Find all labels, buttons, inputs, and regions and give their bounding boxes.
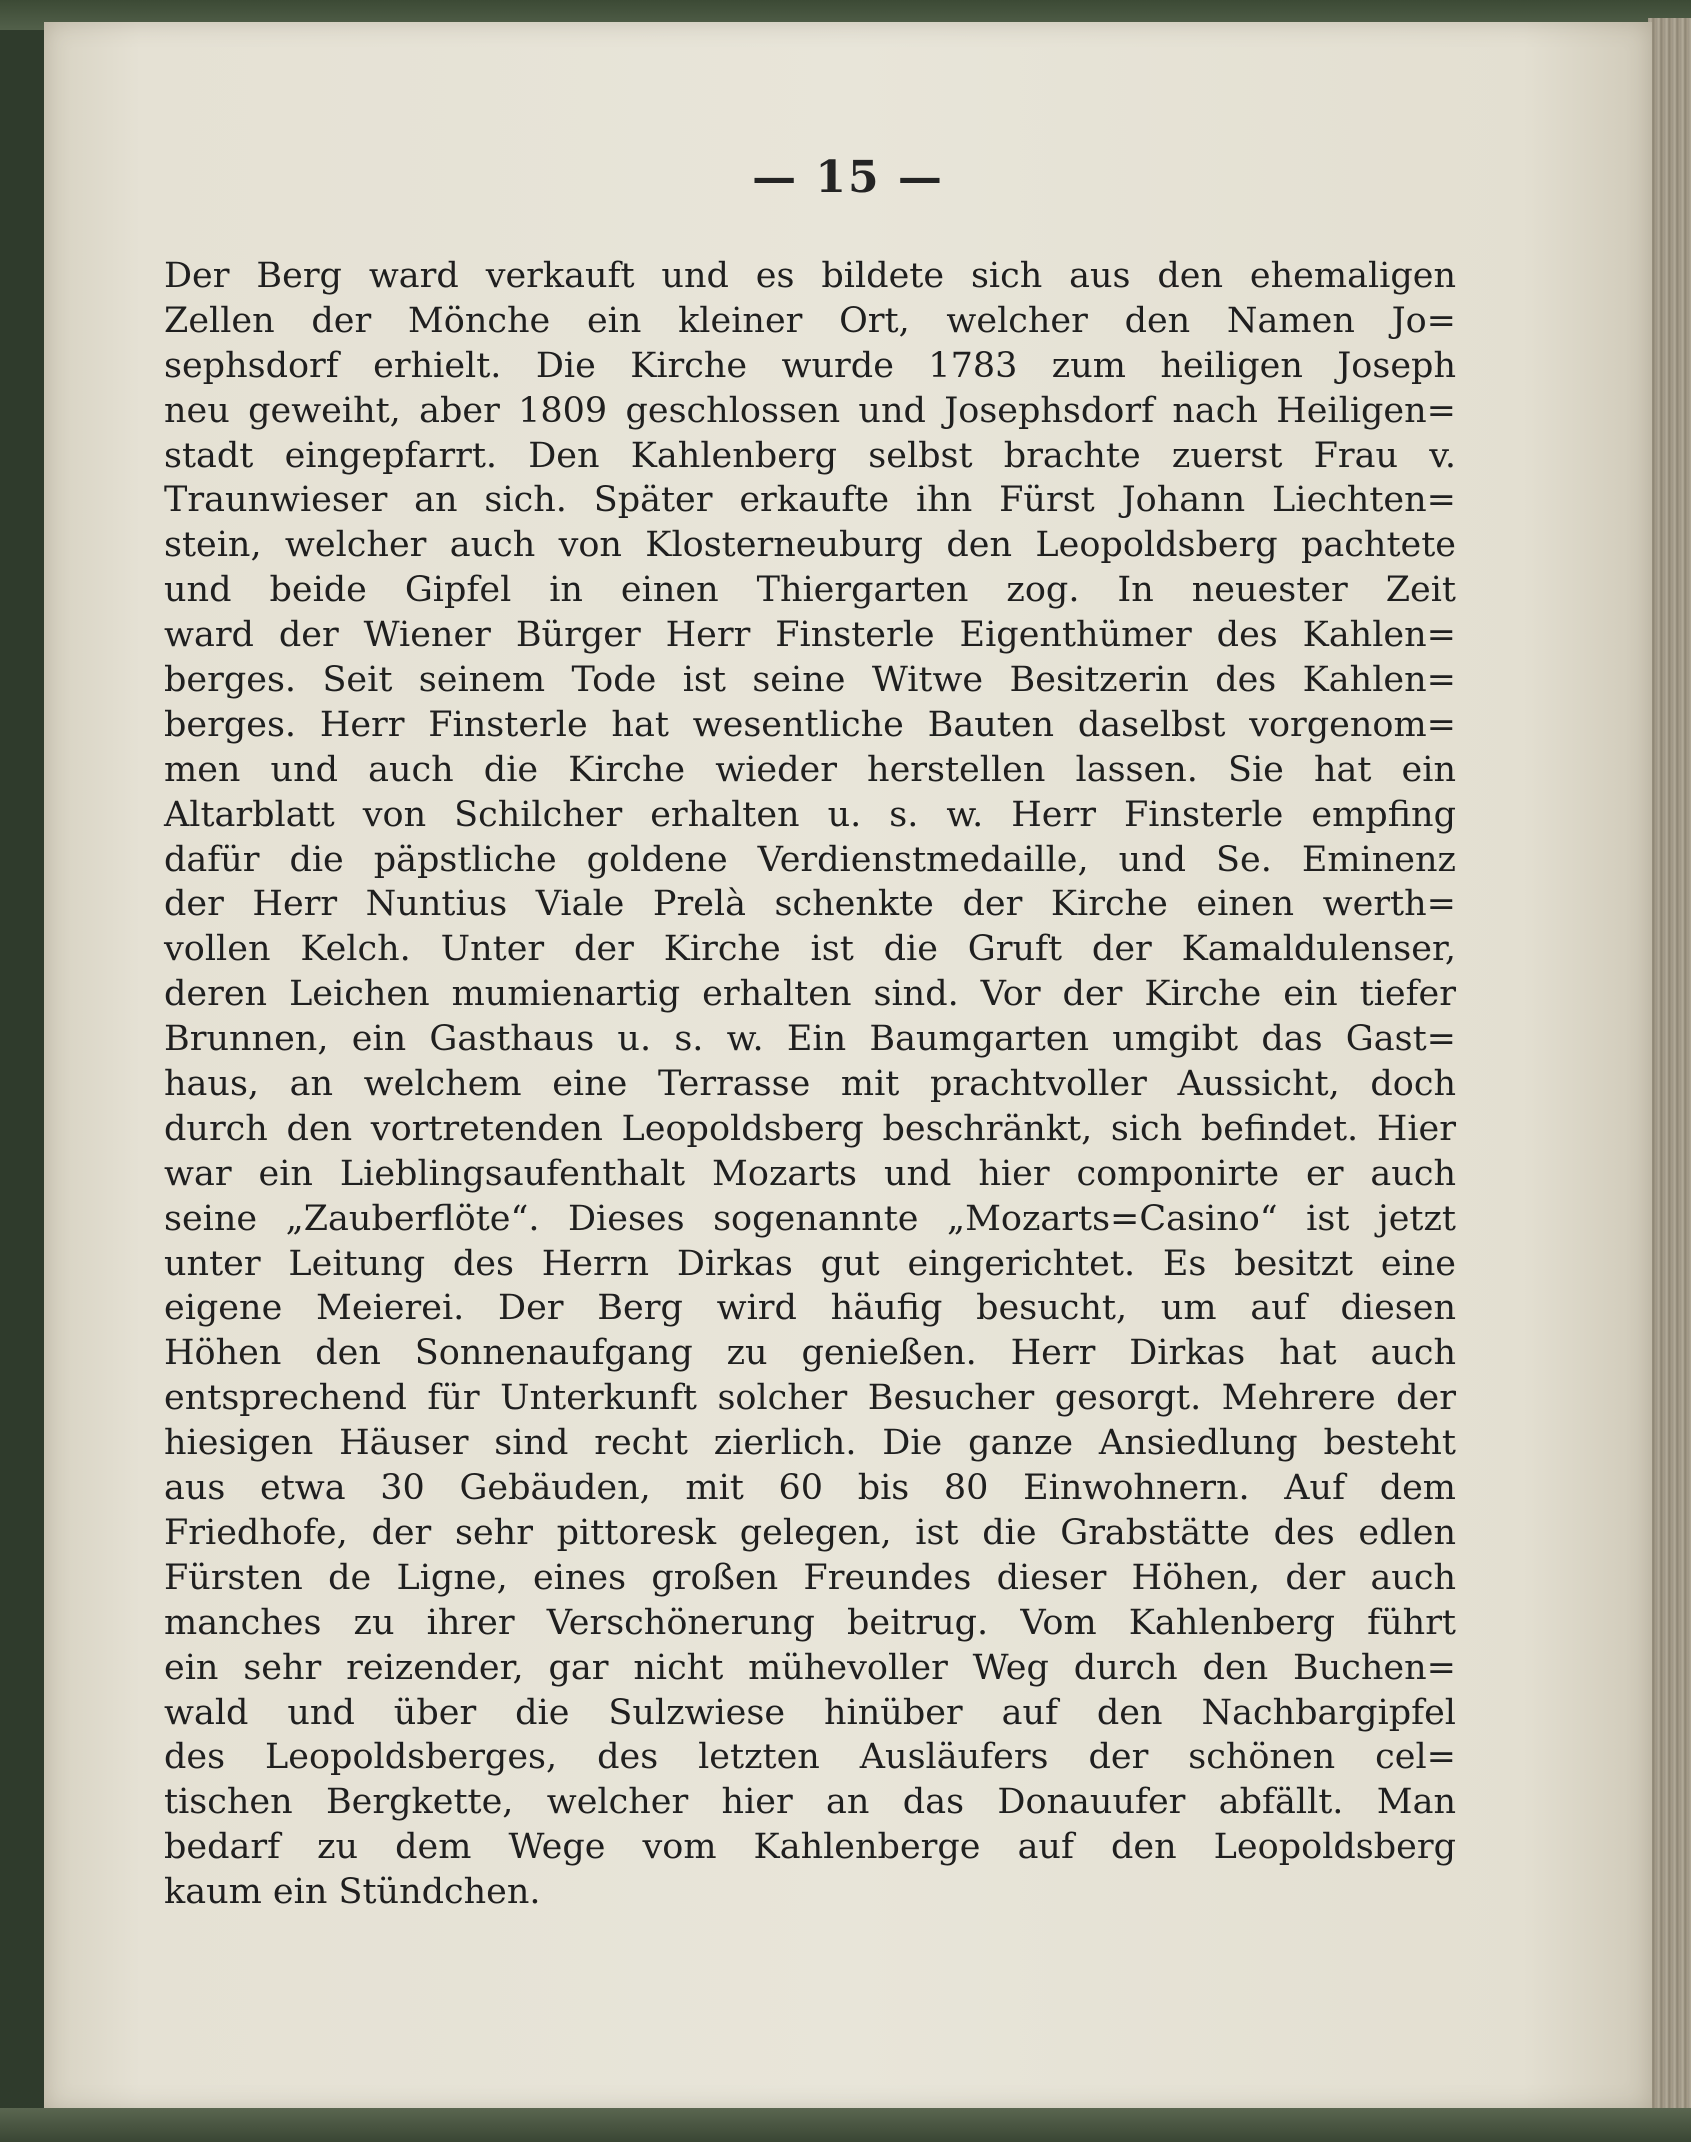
text-line: Traunwieser an sich. Später erkaufte ihn Fürst Johann Liechten= <box>164 480 1456 521</box>
text-line: ein sehr reizender, gar nicht mühevoller Weg durch den Buchen= <box>164 1647 1456 1688</box>
text-line: Fürsten de Ligne, eines großen Freundes dieser Höhen, der auch <box>164 1557 1456 1598</box>
text-line: deren Leichen mumienartig erhalten sind. Vor der Kirche ein tiefer <box>164 974 1456 1015</box>
text-line: war ein Lieblingsaufenthalt Mozarts und hier componirte er auch <box>164 1153 1456 1194</box>
book-cover-bottom <box>0 2108 1691 2142</box>
text-line: durch den vortretenden Leopoldsberg beschränkt, sich befindet. Hier <box>164 1108 1456 1149</box>
text-line: berges. Herr Finsterle hat wesentliche Bauten daselbst vorgenom= <box>164 704 1456 745</box>
text-line: des Leopoldsberges, des letzten Ausläufers der schönen cel= <box>164 1737 1456 1778</box>
text-line: Friedhofe, der sehr pittoresk gelegen, ist die Grabstätte des edlen <box>164 1512 1456 1553</box>
text-line: seine „Zauberflöte“. Dieses sogenannte „Mozarts=Casino“ ist jetzt <box>164 1198 1456 1239</box>
book-page <box>44 22 1652 2110</box>
text-line: wald und über die Sulzwiese hinüber auf den Nachbargipfel <box>164 1692 1456 1733</box>
text-line: entsprechend für Unterkunft solcher Besucher gesorgt. Mehrere der <box>164 1378 1456 1419</box>
text-line: berges. Seit seinem Tode ist seine Witwe Besitzerin des Kahlen= <box>164 660 1456 701</box>
text-line: unter Leitung des Herrn Dirkas gut eingerichtet. Es besitzt eine <box>164 1243 1456 1284</box>
text-line: Der Berg ward verkauft und es bildete sich aus den ehemaligen <box>164 256 1456 296</box>
text-line: stein, welcher auch von Klosterneuburg den Leopoldsberg pachtete <box>164 525 1456 566</box>
text-line: Zellen der Mönche ein kleiner Ort, welcher den Namen Jo= <box>164 300 1456 341</box>
text-line: hiesigen Häuser sind recht zierlich. Die ganze Ansiedlung besteht <box>164 1423 1456 1464</box>
text-line: manches zu ihrer Verschönerung beitrug. Vom Kahlenberg führt <box>164 1602 1456 1643</box>
text-line: sephsdorf erhielt. Die Kirche wurde 1783 zum heiligen Joseph <box>164 345 1456 386</box>
text-line: der Herr Nuntius Viale Prelà schenkte der Kirche einen werth= <box>164 884 1456 925</box>
text-line-last: kaum ein Stündchen. <box>164 1872 541 1913</box>
body-text <box>164 254 1456 1915</box>
text-line: ward der Wiener Bürger Herr Finsterle Eigenthümer des Kahlen= <box>164 615 1456 656</box>
text-line: neu geweiht, aber 1809 geschlossen und Josephsdorf nach Heiligen= <box>164 390 1456 431</box>
text-line: und beide Gipfel in einen Thiergarten zog. In neuester Zeit <box>164 570 1456 611</box>
text-line: men und auch die Kirche wieder herstellen lassen. Sie hat ein <box>164 749 1456 790</box>
text-line: bedarf zu dem Wege vom Kahlenberge auf den Leopoldsberg <box>164 1827 1456 1868</box>
text-line: stadt eingepfarrt. Den Kahlenberg selbst brachte zuerst Frau v. <box>164 435 1456 476</box>
text-line: eigene Meierei. Der Berg wird häufig besucht, um auf diesen <box>164 1288 1456 1329</box>
text-line: Höhen den Sonnenaufgang zu genießen. Herr Dirkas hat auch <box>164 1333 1456 1374</box>
text-line: aus etwa 30 Gebäuden, mit 60 bis 80 Einwohnern. Auf dem <box>164 1468 1456 1509</box>
page-edges <box>1648 18 1691 2113</box>
text-line: vollen Kelch. Unter der Kirche ist die Gruft der Kamaldulenser, <box>164 929 1456 970</box>
text-line: haus, an welchem eine Terrasse mit prachtvoller Aussicht, doch <box>164 1064 1456 1105</box>
text-line: Altarblatt von Schilcher erhalten u. s. w. Herr Finsterle empfing <box>164 794 1456 835</box>
text-line: Brunnen, ein Gasthaus u. s. w. Ein Baumgarten umgibt das Gast= <box>164 1019 1456 1060</box>
text-line: tischen Bergkette, welcher hier an das Donauufer abfällt. Man <box>164 1782 1456 1823</box>
page-number: — 15 — <box>752 152 944 203</box>
text-line: dafür die päpstliche goldene Verdienstmedaille, und Se. Eminenz <box>164 839 1456 880</box>
